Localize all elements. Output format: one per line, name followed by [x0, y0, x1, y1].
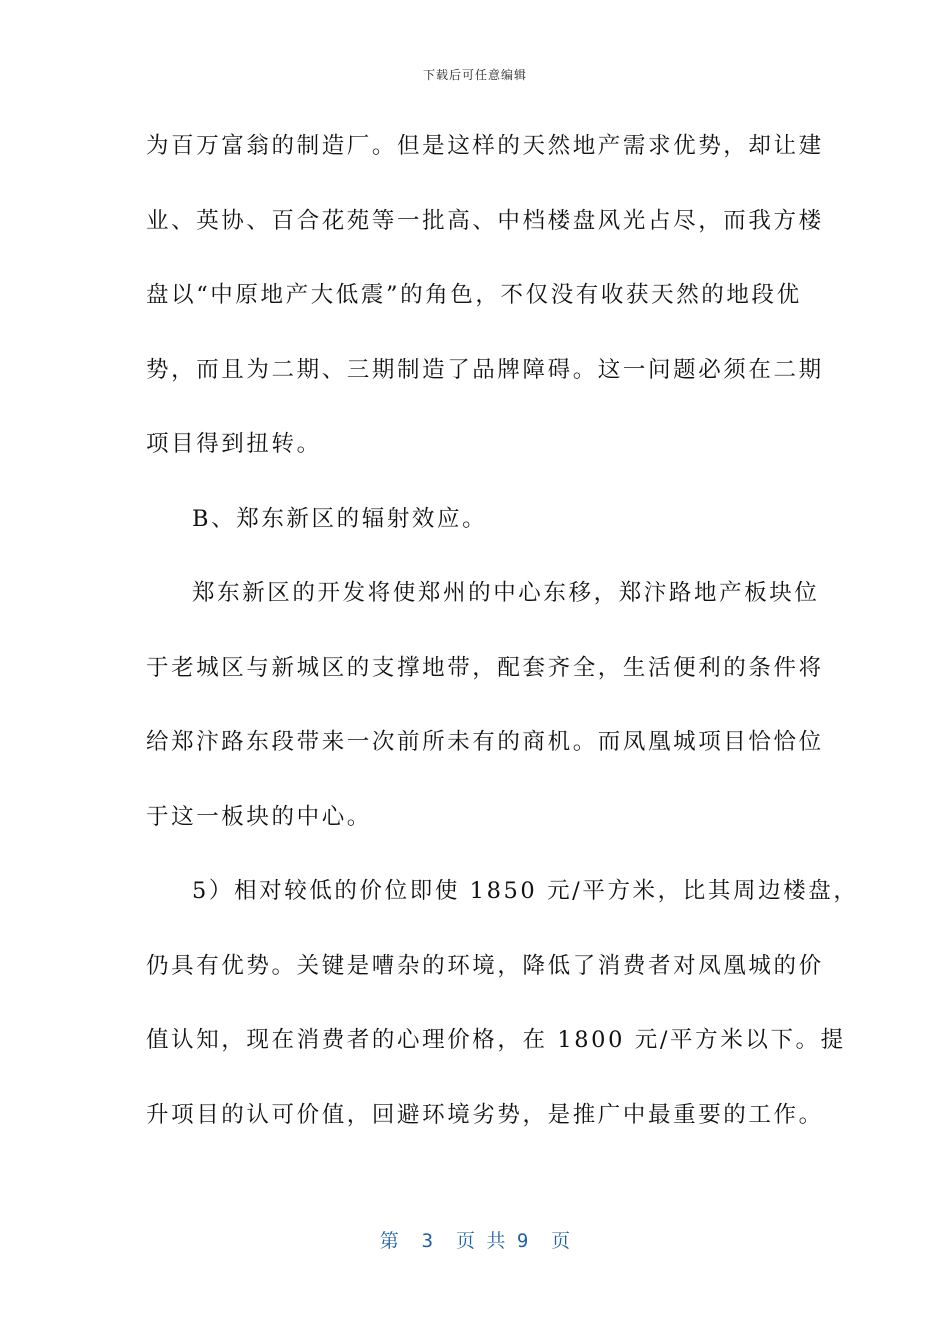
- page-number: 第 3 页 共 9 页: [379, 1230, 571, 1252]
- text-line: 于老城区与新城区的支撑地带，配套齐全，生活便利的条件将: [146, 654, 824, 681]
- section-heading: B、郑东新区的辐射效应。: [192, 505, 488, 532]
- text-line: 仍具有优势。关键是嘈杂的环境，降低了消费者对凤凰城的价: [146, 952, 824, 979]
- page-header: 下载后可任意编辑: [422, 68, 527, 82]
- text-line: 盘以“中原地产大低震”的角色，不仅没有收获天然的地段优: [146, 282, 802, 308]
- text-line: 势，而且为二期、三期制造了品牌障碍。这一问题必须在二期: [146, 356, 824, 383]
- text-line: 5）相对较低的价位即使 1850 元/平方米，比其周边楼盘，: [192, 878, 859, 904]
- text-line: 给郑汴路东段带来一次前所未有的商机。而凤凰城项目恰恰位: [146, 729, 824, 755]
- text-line: 为百万富翁的制造厂。但是这样的天然地产需求优势，却让建: [146, 133, 824, 159]
- text-line: 郑东新区的开发将使郑州的中心东移，郑汴路地产板块位: [192, 580, 820, 606]
- text-line: 项目得到扭转。: [146, 431, 322, 457]
- document-body: [146, 130, 859, 1173]
- text-line: 值认知，现在消费者的心理价格，在 1800 元/平方米以下。提: [146, 1027, 846, 1053]
- text-line: 业、英协、百合花苑等一批高、中档楼盘风光占尽，而我方楼: [146, 207, 824, 234]
- text-line: 于这一板块的中心。: [146, 803, 372, 830]
- text-line: 升项目的认可价值，回避环境劣势，是推广中最重要的工作。: [146, 1101, 824, 1128]
